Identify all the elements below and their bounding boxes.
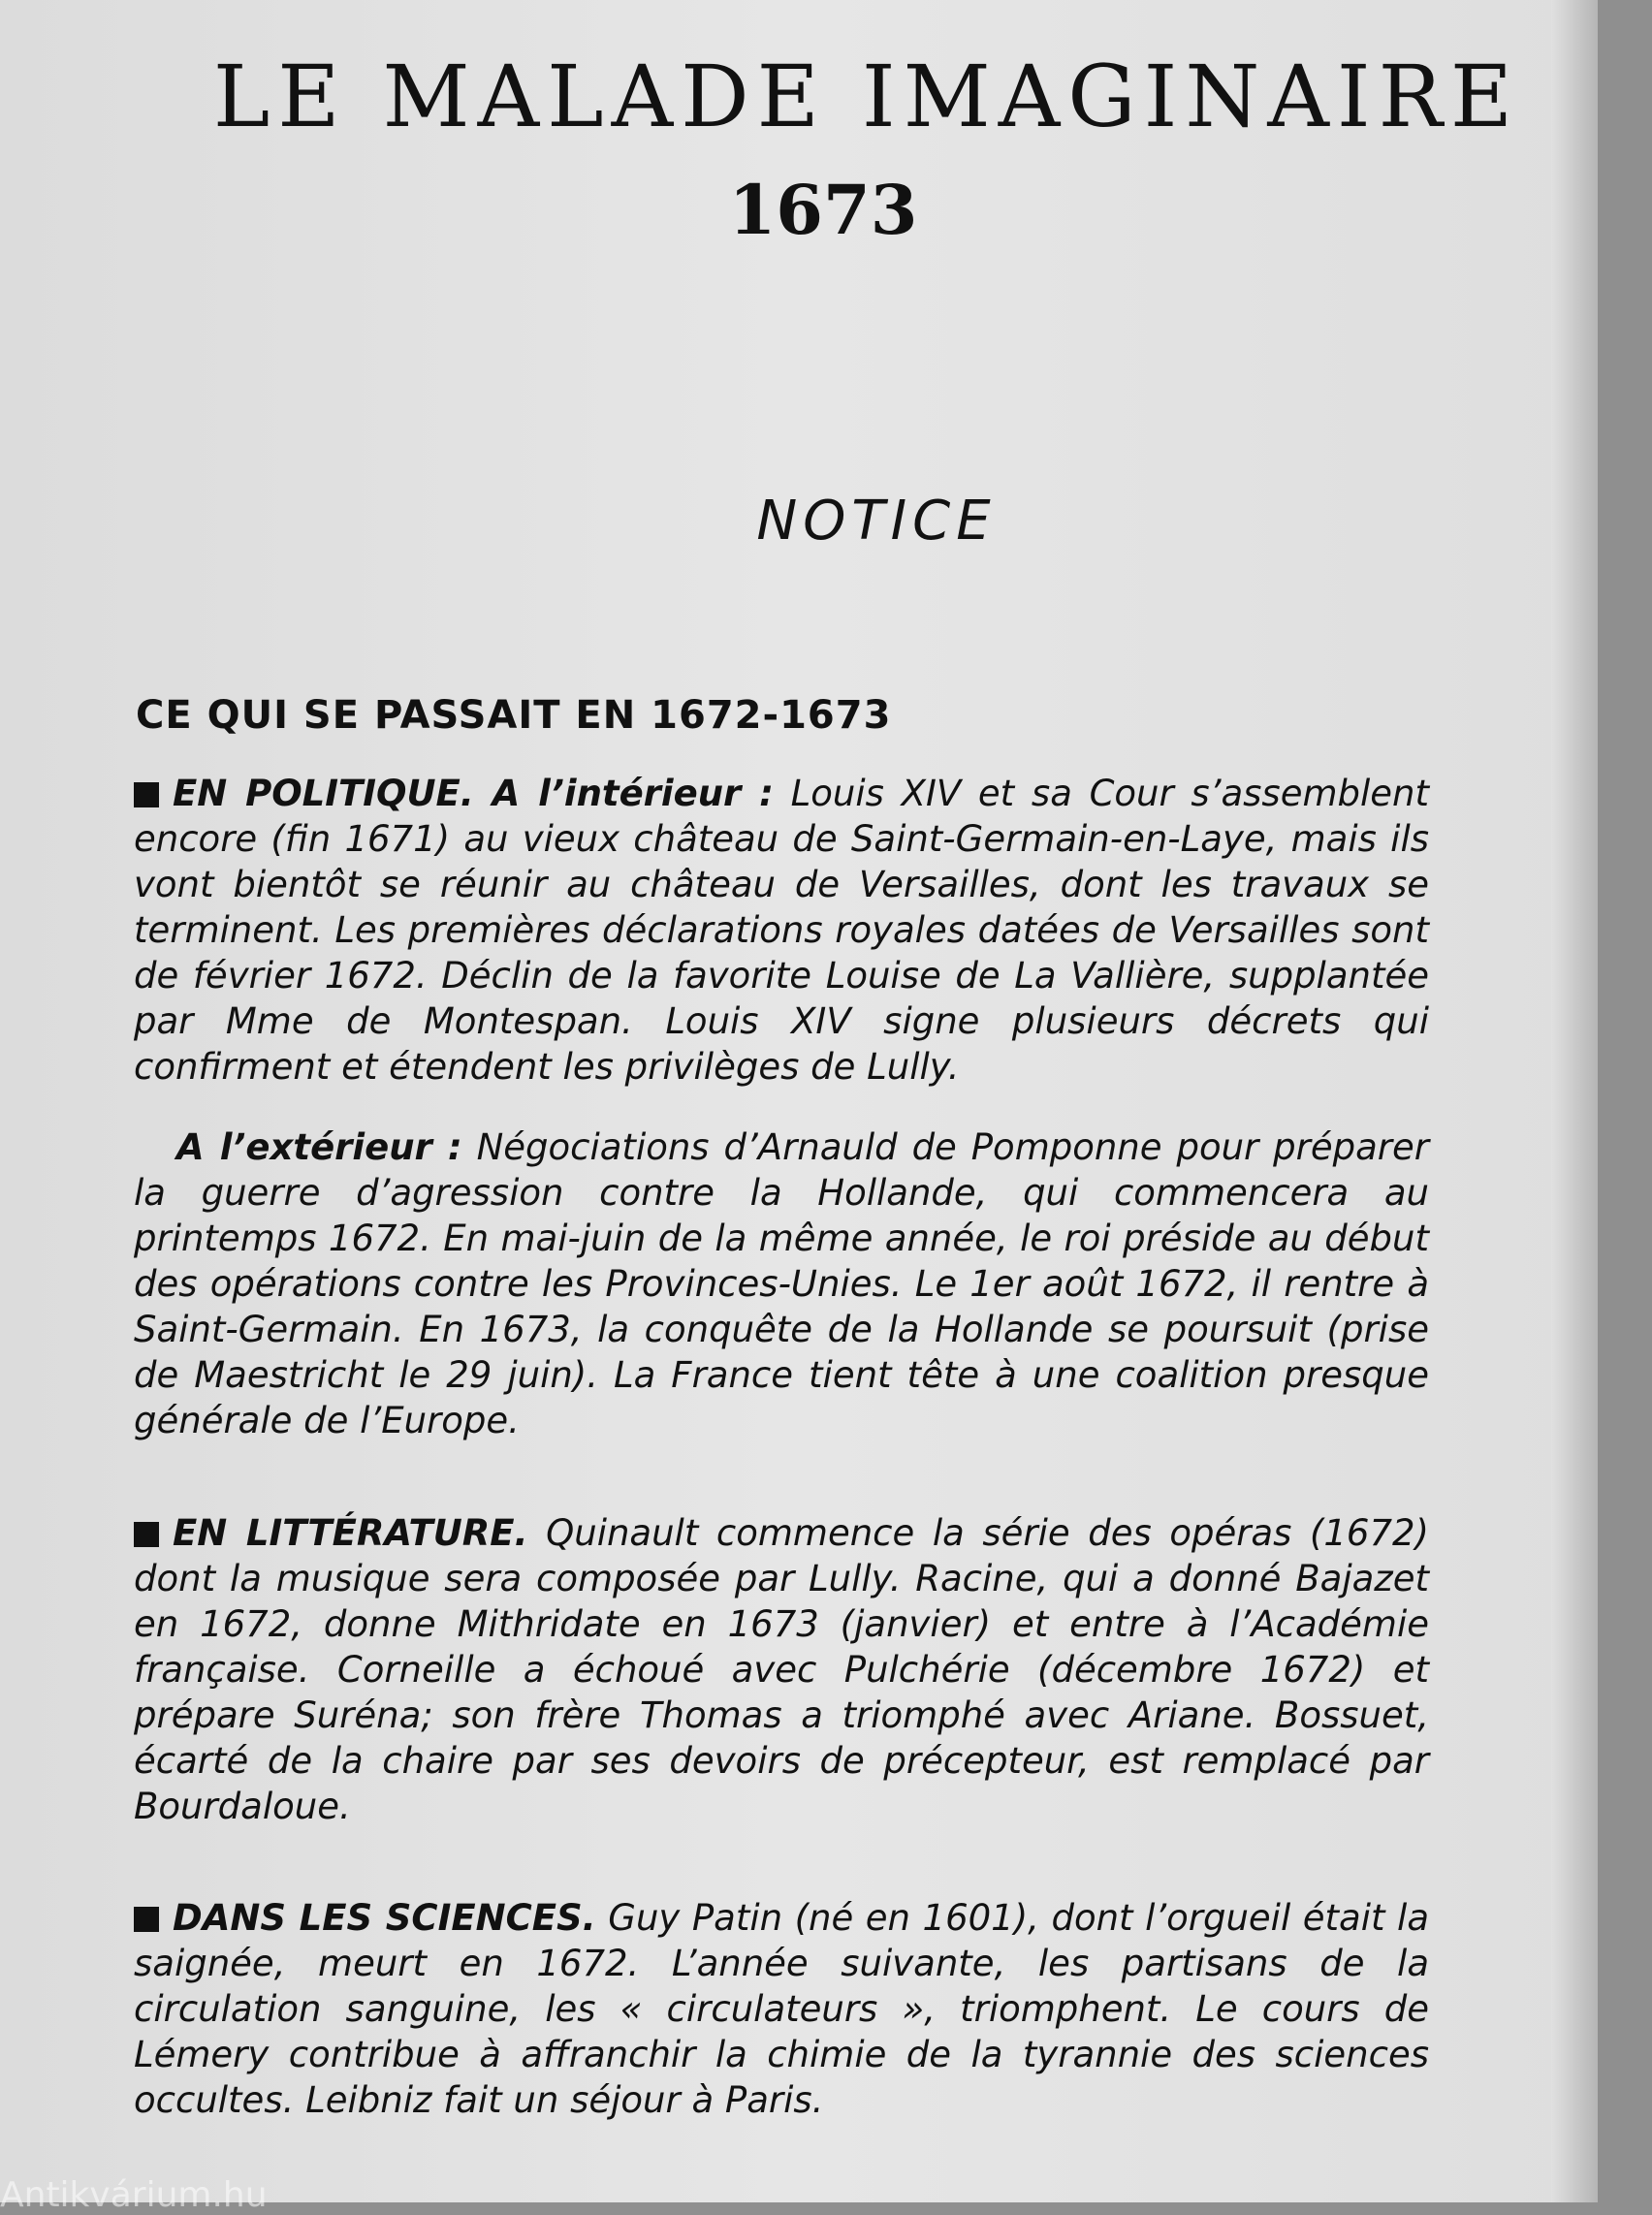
paragraph-lead: EN POLITIQUE. A l’intérieur : bbox=[173, 773, 774, 814]
play-year: 1673 bbox=[728, 170, 918, 250]
paragraph-sciences bbox=[134, 1895, 1429, 2123]
page-edge bbox=[1551, 0, 1598, 2202]
paragraph-lead: A l’extérieur : bbox=[176, 1126, 462, 1168]
notice-heading: NOTICE bbox=[756, 490, 997, 553]
paragraph-exterieur bbox=[134, 1124, 1429, 1443]
square-bullet-icon bbox=[134, 1522, 159, 1547]
play-title: LE MALADE IMAGINAIRE bbox=[212, 47, 1521, 146]
paragraph-text: Quinault commence la série des opéras (1672) dont la musique sera composée par Lully. Racine, qui a donné Bajazet en 1672, donne Mithridate en 1673 (janvier) et entre à l’Académie française. Corneille a échoué avec Pulchérie (décembre 1672) et prépare Suréna; son frère Thomas a triomphé avec Ariane. Bossuet, écarté de la chaire par ses devoirs de précepteur, est remplacé par Bourdaloue. bbox=[134, 1512, 1429, 1827]
paragraph-lead: EN LITTÉRATURE. bbox=[173, 1512, 528, 1554]
watermark: Antikvárium.hu bbox=[0, 2175, 268, 2215]
square-bullet-icon bbox=[134, 1907, 159, 1932]
paragraph-text: Louis XIV et sa Cour s’assemblent encore (fin 1671) au vieux château de Saint-Germain-en-Laye, mais ils vont bientôt se réunir au château de Versailles, dont les travaux se terminent. Les premières déclarations royales datées de Versailles sont de février 1672. Déclin de la favorite Louise de La Vallière, supplantée par Mme de Montespan. Louis XIV signe plusieurs décrets qui confirment et étendent les privilèges de Lully. bbox=[134, 773, 1429, 1088]
paragraph-text: Guy Patin (né en 1601), dont l’orgueil était la saignée, meurt en 1672. L’année suivante, les partisans de la circulation sanguine, les « circulateurs », triomphent. Le cours de Lémery contribue à affranchir la chimie de la tyrannie des sciences occultes. Leibniz fait un séjour à Paris. bbox=[134, 1897, 1429, 2121]
square-bullet-icon bbox=[134, 782, 159, 807]
section-title: CE QUI SE PASSAIT EN 1672-1673 bbox=[136, 693, 892, 738]
paragraph-litterature bbox=[134, 1510, 1429, 1829]
paragraph-politique bbox=[134, 771, 1429, 1090]
paragraph-lead: DANS LES SCIENCES. bbox=[173, 1897, 596, 1939]
paragraph-text: Négociations d’Arnauld de Pomponne pour préparer la guerre d’agression contre la Hollande, qui commencera au printemps 1672. En mai-juin de la même année, le roi préside au début des opérations contre les Provinces-Unies. Le 1er août 1672, il rentre à Saint-Germain. En 1673, la conquête de la Hollande se poursuit (prise de Maestricht le 29 juin). La France tient tête à une coalition presque générale de l’Europe. bbox=[134, 1126, 1429, 1441]
